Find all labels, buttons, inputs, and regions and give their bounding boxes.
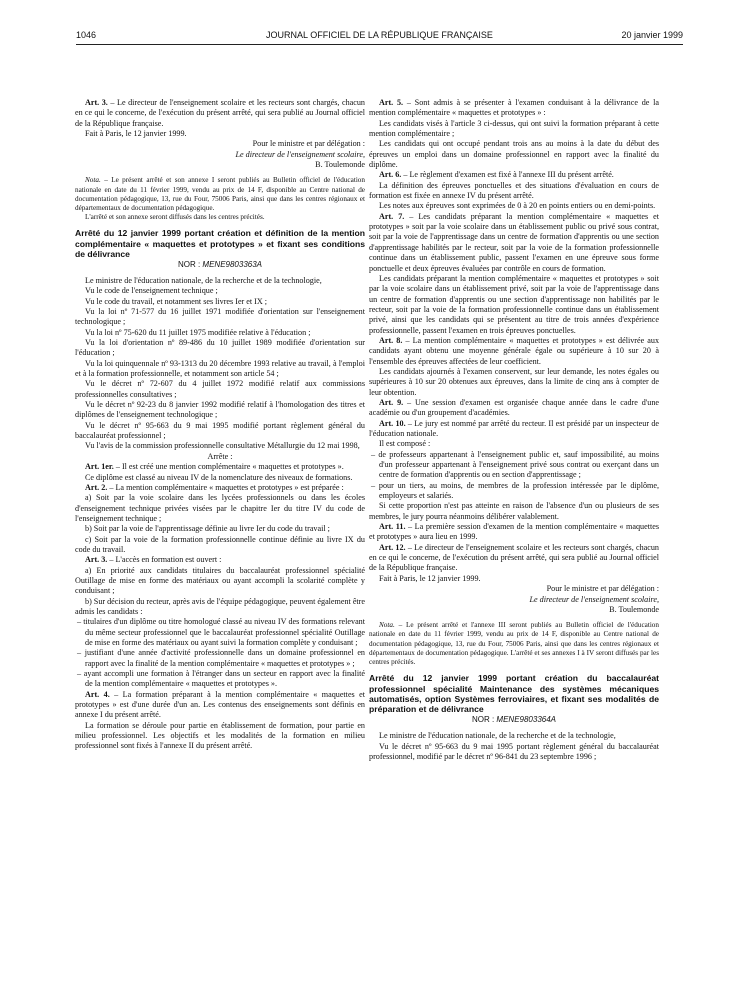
- paragraph-text: La formation se déroule pour partie en établissement de formation, pour partie en milieu professionnel. Les objectifs et les modalités de la formation en milieu professionnel sont fixés à l'annexe II du présent arrêté.: [75, 720, 365, 751]
- paragraph-text: Les candidats ajournés à l'examen conservent, sur leur demande, les notes égales ou supérieures à 10 sur 20 obtenues aux épreuves, dans la limite de cinq ans à compter de leur obtention.: [369, 366, 659, 397]
- paragraph-text: Vu la loi nº 71-577 du 16 juillet 1971 modifiée d'orientation sur l'enseignement technologique ;: [75, 307, 365, 327]
- paragraph: [369, 170, 659, 180]
- paragraph-text: – justifiant d'une année d'activité professionnelle dans un domaine professionnel en rapport avec la finalité de la mention complémentaire « maquettes et prototypes » ;: [77, 648, 365, 668]
- header-rule: [76, 44, 683, 45]
- paragraph: [75, 297, 365, 307]
- signature-line: [369, 605, 659, 615]
- paragraph-text: Vu le décret nº 95-663 du 9 mai 1995 modifié portant règlement général du baccalauréat professionnel ;: [75, 420, 365, 441]
- article-label: Nota.: [85, 176, 101, 185]
- paragraph-text: Pour le ministre et par délégation :: [546, 584, 659, 594]
- paragraph-text: Les candidats préparant la mention complémentaire « maquettes et prototypes » soit par la voie scolaire dans un établissement privé, soit par la voie de l'apprentissage dans un centre de formation d'apprentis ou une section d'apprentissage non habilités par le recteur, soit par la voie de la formation professionnelle continue dans un établissement privé, ainsi que les candidats qui se présentent au titre de trois années d'expérience professionnelle, passent l'examen en trois épreuves ponctuelles.: [369, 273, 659, 335]
- article-label: Art. 4.: [85, 689, 110, 699]
- paragraph: [75, 400, 365, 421]
- paragraph: [369, 419, 659, 440]
- paragraph-text: – Il est créé une mention complémentaire « maquettes et prototypes ».: [113, 462, 344, 472]
- paragraph: [369, 742, 659, 763]
- paragraph-text: a) Soit par la voie scolaire dans les lycées professionnels ou dans les écoles d'enseignement technique privées visées par le chapitre Ier du titre IV du code de l'enseignement technique ;: [75, 493, 365, 523]
- paragraph-text: Le directeur de l'enseignement scolaire,: [529, 594, 659, 604]
- paragraph: [75, 566, 365, 597]
- nor-code: MENE9803364A: [496, 714, 557, 724]
- paragraph: [75, 597, 365, 618]
- decree-title: [75, 228, 365, 259]
- paragraph: [75, 307, 365, 328]
- paragraph-text: – Le jury est nommé par arrêté du recteur. Il est présidé par un inspecteur de l'éducation nationale.: [369, 418, 659, 438]
- paragraph: [75, 441, 365, 451]
- paragraph-text: Le directeur de l'enseignement scolaire,: [235, 149, 365, 159]
- paragraph-text: Vu la loi quinquennale nº 93-1313 du 20 décembre 1993 relative au travail, à l'emploi et à la formation professionnelle, et notamment son article 54 ;: [75, 358, 365, 379]
- paragraph-text: Il est composé :: [379, 439, 431, 449]
- article-label: Art. 3.: [85, 555, 108, 565]
- signature-title: [369, 595, 659, 605]
- paragraph: [75, 462, 365, 472]
- paragraph-text: B. Toulemonde: [609, 604, 659, 614]
- paragraph-text: – L'accès en formation est ouvert :: [107, 555, 222, 565]
- paragraph-text: – Le directeur de l'enseignement scolaire et les recteurs sont chargés, chacun en ce qui le concerne, de l'exécution du présent arrêté, qui sera publié au Journal officiel de la République française.: [369, 542, 659, 573]
- paragraph-text: – Sont admis à se présenter à l'examen conduisant à la délivrance de la mention complémentaire « maquettes et prototypes » :: [369, 98, 659, 118]
- paragraph-text: Vu la loi nº 75-620 du 11 juillet 1975 modifiée relative à l'éducation ;: [85, 327, 311, 337]
- list-item: [75, 648, 365, 669]
- paragraph: [369, 439, 659, 449]
- list-item: [75, 669, 365, 690]
- list-item: [369, 481, 659, 502]
- article-label: Art. 6.: [379, 170, 402, 180]
- paragraph-text: – Le directeur de l'enseignement scolaire et les recteurs sont chargés, chacun en ce qui le concerne, de l'exécution du présent arrêté, qui sera publié au Journal officiel de la République française.: [75, 98, 365, 128]
- paragraph-text: Vu l'avis de la commission professionnelle consultative Métallurgie du 12 mai 1998,: [85, 441, 360, 451]
- page-number: 1046: [76, 30, 97, 40]
- paragraph: [75, 129, 365, 139]
- nor-reference: [369, 715, 659, 725]
- signature-line: [369, 584, 659, 594]
- nor-code: MENE9803363A: [202, 259, 263, 269]
- article-label: Art. 5.: [379, 98, 404, 107]
- paragraph-text: Vu le décret nº 95-663 du 9 mai 1995 portant règlement général du baccalauréat professionnel, modifié par le décret nº 96-841 du 23 septembre 1996 ;: [369, 741, 659, 761]
- paragraph-text: Le ministre de l'éducation nationale, de la recherche et de la technologie,: [85, 275, 322, 285]
- paragraph: [369, 367, 659, 398]
- paragraph-text: b) Soit par la voie de l'apprentissage définie au livre Ier du code du travail ;: [85, 524, 330, 534]
- paragraph-text: Vu le code de l'enseignement technique ;: [85, 286, 218, 296]
- paragraph: [75, 524, 365, 534]
- paragraph: [369, 522, 659, 543]
- paragraph-text: Vu le décret nº 72-607 du 4 juillet 1972 modifié relatif aux commissions professionnelles consultatives ;: [75, 379, 365, 399]
- signature-line: [75, 139, 365, 149]
- left-column: [75, 98, 365, 752]
- article-label: Art. 8.: [379, 335, 403, 345]
- paragraph: [369, 501, 659, 522]
- paragraph: [369, 398, 659, 419]
- paragraph-text: Pour le ministre et par délégation :: [252, 139, 365, 149]
- paragraph: [369, 274, 659, 336]
- paragraph-text: – La formation préparant à la mention complémentaire « maquettes et prototypes » est d'une durée d'un an. Les contenus des enseignements sont définis en annexe I du présent arrêté.: [75, 689, 365, 720]
- paragraph: [369, 574, 659, 584]
- paragraph: [369, 212, 659, 274]
- paragraph-text: – La première session d'examen de la mention complémentaire « maquettes et prototypes » aura lieu en 1999.: [369, 522, 659, 542]
- list-item: [75, 617, 365, 648]
- paragraph: [369, 543, 659, 574]
- nor-label: NOR :: [177, 259, 203, 269]
- paragraph-text: – de professeurs appartenant à l'enseignement public et, sauf impossibilité, au moins d'un professeur appartenant à l'enseignement privé sous contrat ou exerçant dans un centre de formation d'apprentis ou en section d'apprentissage ;: [371, 449, 659, 480]
- article-label: Art. 9.: [379, 397, 404, 407]
- list-item: [369, 450, 659, 481]
- paragraph-text: Arrêté du 12 janvier 1999 portant création du baccalauréat professionnel spécialité Maintenance des systèmes mécaniques automatisés, option Systèmes ferroviaires, et fixant ses modalités de préparation et de délivrance: [369, 673, 659, 715]
- signature-line: [75, 160, 365, 170]
- nota-note: [75, 176, 365, 213]
- article-label: Art. 11.: [379, 522, 406, 532]
- paragraph: [369, 119, 659, 140]
- paragraph-text: Vu le décret nº 92-23 du 8 janvier 1992 modifié relatif à l'homologation des titres et diplômes de l'enseignement technologique ;: [75, 400, 365, 420]
- paragraph-text: Vu le code du travail, et notamment ses livres Ier et IX ;: [85, 296, 268, 306]
- decree-title: [369, 673, 659, 715]
- paragraph-text: Fait à Paris, le 12 janvier 1999.: [379, 573, 481, 583]
- paragraph-text: c) Soit par la voie de la formation professionnelle continue définie au livre IX du code du travail.: [75, 534, 365, 554]
- paragraph: [75, 328, 365, 338]
- nota-note: [369, 621, 659, 667]
- paragraph: [369, 336, 659, 367]
- paragraph-text: b) Sur décision du recteur, après avis de l'équipe pédagogique, peuvent également être admis les candidats :: [75, 596, 365, 616]
- paragraph: [75, 473, 365, 483]
- paragraph: [75, 359, 365, 380]
- paragraph: [369, 201, 659, 211]
- paragraph: [75, 483, 365, 493]
- paragraph-text: Le ministre de l'éducation nationale, de la recherche et de la technologie,: [379, 731, 616, 741]
- paragraph-text: – Les candidats préparant la mention complémentaire « maquettes et prototypes » soit par la voie scolaire dans un établissement public ou privé sous contrat, soit par la voie de l'apprentissage dans un centre de formation d'apprentis ou une section d'apprentissage habilités par le recteur, soit par la voie de la formation professionnelle continue dans un établissement public, passent l'examen en une épreuve sous forme ponctuelle et deux épreuves évaluées par contrôle en cours de formation.: [369, 211, 659, 273]
- arrete-heading: [75, 452, 365, 462]
- article-label: Art. 1er.: [85, 462, 114, 472]
- paragraph-text: Arrête :: [207, 451, 233, 461]
- signature-title: [75, 150, 365, 160]
- paragraph-text: Vu la loi d'orientation nº 89-486 du 10 juillet 1989 modifiée d'orientation sur l'éducation ;: [75, 338, 365, 358]
- paragraph: [75, 535, 365, 556]
- paragraph-text: Arrêté du 12 janvier 1999 portant création et définition de la mention complémentaire « maquettes et prototypes » et fixant ses conditions de délivrance: [75, 228, 365, 260]
- paragraph-text: Si cette proportion n'est pas atteinte en raison de l'absence d'un ou plusieurs de ses membres, le jury pourra néanmoins délibérer valablement.: [369, 501, 659, 521]
- article-label: Art. 10.: [379, 418, 406, 428]
- article-label: Art. 12.: [379, 542, 406, 552]
- paragraph-text: Les notes aux épreuves sont exprimées de 0 à 20 en points entiers ou en demi-points.: [379, 201, 656, 211]
- paragraph: [75, 721, 365, 752]
- paragraph: [75, 286, 365, 296]
- paragraph-text: – Le présent arrêté et l'annexe III seront publiés au Bulletin officiel de l'éducation nationale en date du 11 février 1999, vendu au prix de 14 F, disponible au Centre national de documentation pédagogique, 13, rue du Four, 75006 Paris, ainsi que dans les centres régionaux et départementaux de documentation pédagogique. L'arrêté et ses annexes I à IV seront diffusés par les centres précités.: [369, 621, 659, 666]
- article-label: Art. 2.: [85, 482, 108, 492]
- paragraph-text: – La mention complémentaire « maquettes et prototypes » est préparée :: [107, 482, 344, 492]
- paragraph-text: a) En priorité aux candidats titulaires du baccalauréat professionnel spécialité Outillage de mise en forme des matériaux ou ayant accompli la scolarité complète y conduisant ;: [75, 565, 365, 596]
- nor-label: NOR :: [471, 714, 497, 724]
- paragraph-text: – Le règlement d'examen est fixé à l'annexe III du présent arrêté.: [401, 170, 614, 180]
- paragraph-text: – pour un tiers, au moins, de membres de la profession intéressée par le diplôme, employeurs et salariés.: [371, 480, 659, 501]
- paragraph-text: – titulaires d'un diplôme ou titre homologué classé au niveau IV des formations relevant du même secteur professionnel que le baccalauréat professionnel spécialité Outillage de mise en forme des matériaux ou ayant suivi la formation complète y conduisant ;: [77, 617, 365, 648]
- paragraph: [75, 276, 365, 286]
- paragraph: [75, 555, 365, 565]
- paragraph-text: Fait à Paris, le 12 janvier 1999.: [85, 129, 187, 139]
- paragraph: [75, 379, 365, 400]
- paragraph-text: B. Toulemonde: [315, 160, 365, 170]
- paragraph-text: Les candidats qui ont occupé pendant trois ans au moins à la date du début des épreuves un emploi dans un domaine professionnel en rapport avec la finalité du diplôme.: [369, 139, 659, 170]
- paragraph: [369, 98, 659, 119]
- paragraph-text: Ce diplôme est classé au niveau IV de la nomenclature des niveaux de formations.: [85, 472, 353, 482]
- paragraph-text: La définition des épreuves ponctuelles et des situations d'évaluation en cours de formation est fixée en annexe IV du présent arrêté.: [369, 180, 659, 201]
- paragraph-text: – Le présent arrêté et son annexe I seront publiés au Bulletin officiel de l'éducation nationale en date du 11 février 1999, vendu au prix de 14 F, disponible au Centre national de documentation pédagogique, 13, rue du Four, 75006 Paris, ainsi que dans les centres régionaux et départementaux de documentation pédagogique.: [75, 176, 365, 213]
- paragraph: [369, 139, 659, 170]
- issue-date: 20 janvier 1999: [621, 30, 683, 40]
- nota-note: [75, 213, 365, 222]
- paragraph-text: Les candidats visés à l'article 3 ci-dessus, qui ont suivi la formation préparant à cette mention complémentaire ;: [369, 118, 659, 139]
- article-label: Art. 7.: [379, 211, 405, 221]
- right-column: [369, 98, 659, 762]
- paragraph: [75, 421, 365, 442]
- article-label: Nota.: [379, 621, 395, 630]
- article-label: Art. 3.: [85, 98, 108, 107]
- paragraph: [75, 493, 365, 524]
- paragraph-text: – ayant accompli une formation à l'étranger dans un secteur en rapport avec la finalité de la mention complémentaire « maquettes et prototypes ».: [77, 669, 365, 689]
- nor-reference: [75, 260, 365, 270]
- paragraph: [75, 98, 365, 129]
- paragraph-text: – Une session d'examen est organisée chaque année dans le cadre d'une académie ou d'un groupement d'académies.: [369, 397, 659, 418]
- paragraph-text: – La mention complémentaire « maquettes et prototypes » est délivrée aux candidats ayant obtenu une moyenne générale égale ou supérieure à 10 sur 20 à l'ensemble des épreuves affectées de leur coefficient.: [369, 335, 660, 366]
- paragraph-text: L'arrêté et son annexe seront diffusés dans les centres précités.: [85, 213, 265, 222]
- journal-title: JOURNAL OFFICIEL DE LA RÉPUBLIQUE FRANÇAISE: [266, 30, 493, 40]
- paragraph: [369, 181, 659, 202]
- paragraph: [75, 690, 365, 721]
- paragraph: [369, 731, 659, 741]
- paragraph: [75, 338, 365, 359]
